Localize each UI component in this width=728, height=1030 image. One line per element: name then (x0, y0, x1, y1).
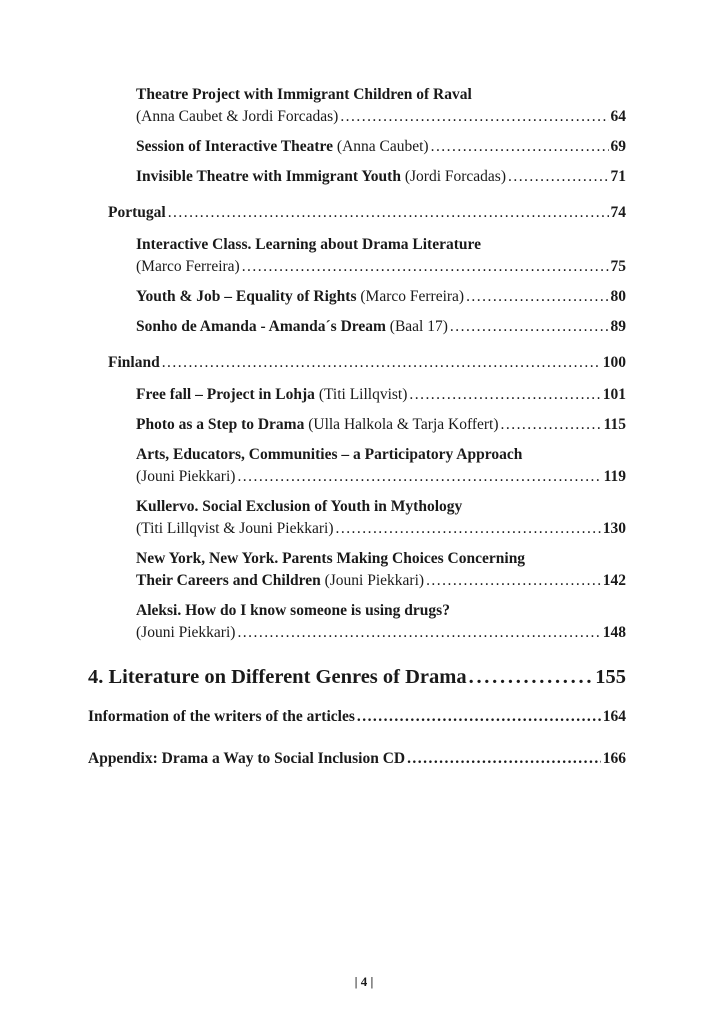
toc-entry-title: Arts, Educators, Communities – a Participatory Approach (136, 446, 523, 463)
toc-entry-title: 4. Literature on Different Genres of Drama (88, 666, 467, 688)
toc-entry[interactable] (88, 316, 626, 338)
toc-writers-info[interactable] (88, 706, 626, 728)
dot-leader (469, 664, 594, 690)
toc-entry-title: Interactive Class. Learning about Drama Literature (136, 236, 481, 253)
toc-entry-page: 74 (610, 204, 626, 221)
toc-chapter-4[interactable] (88, 664, 626, 690)
toc-entry-title: Appendix: Drama a Way to Social Inclusion CD (88, 750, 406, 767)
toc-entry-title-line1: New York, New York. Parents Making Choices Concerning (136, 550, 526, 567)
dot-leader (501, 414, 602, 436)
toc-entry-title: Theatre Project with Immigrant Children of Raval (136, 86, 472, 103)
toc-entry[interactable] (88, 600, 626, 644)
dot-leader (450, 316, 609, 338)
toc-entry-author: (Jouni Piekkari) (136, 468, 236, 485)
toc-entry-author: (Jouni Piekkari) (136, 624, 236, 641)
toc-entry-page: 119 (603, 468, 626, 485)
toc-entry-author: (Marco Ferreira) (360, 288, 465, 305)
toc-entry-page: 80 (610, 288, 626, 305)
dot-leader (407, 748, 601, 770)
toc-entry-page: 130 (602, 520, 626, 537)
toc-entry[interactable] (88, 166, 626, 188)
toc-section-portugal[interactable] (88, 202, 626, 224)
toc-entry-author: (Anna Caubet & Jordi Forcadas) (136, 108, 339, 125)
toc-entry[interactable] (88, 136, 626, 158)
toc-entry-title: Portugal (108, 204, 166, 221)
toc-entry-page: 69 (610, 138, 626, 155)
toc-entry-title: Photo as a Step to Drama (136, 416, 305, 433)
toc-entry[interactable] (88, 84, 626, 128)
toc-appendix[interactable] (88, 748, 626, 770)
toc-entry[interactable] (88, 384, 626, 406)
toc-entry[interactable] (88, 548, 626, 592)
dot-leader (162, 352, 601, 374)
toc-entry-title: Aleksi. How do I know someone is using drugs? (136, 602, 450, 619)
toc-entry-title: Sonho de Amanda - Amanda´s Dream (136, 318, 386, 335)
toc-entry-page: 142 (602, 572, 626, 589)
dot-leader (466, 286, 608, 308)
toc-entry-title: Youth & Job – Equality of Rights (136, 288, 357, 305)
dot-leader (409, 384, 600, 406)
toc-entry-author: (Marco Ferreira) (136, 258, 240, 275)
dot-leader (237, 466, 601, 488)
toc-entry-page: 100 (602, 354, 626, 371)
toc-entry-author: (Anna Caubet) (336, 138, 429, 155)
toc-entry[interactable] (88, 496, 626, 540)
toc-entry[interactable] (88, 286, 626, 308)
table-of-contents (88, 84, 626, 790)
toc-entry-author: (Jouni Piekkari) (324, 572, 425, 589)
toc-entry-title: Free fall – Project in Lohja (136, 386, 315, 403)
toc-entry-title: Session of Interactive Theatre (136, 138, 334, 155)
toc-entry-title-line2: Their Careers and Children (136, 572, 321, 589)
page-number: | 4 | (354, 974, 374, 989)
dot-leader (357, 706, 601, 728)
toc-entry-page: 148 (602, 624, 626, 641)
toc-entry-title: Kullervo. Social Exclusion of Youth in Mythology (136, 498, 463, 515)
toc-entry-title: Invisible Theatre with Immigrant Youth (136, 168, 401, 185)
toc-entry-page: 155 (595, 666, 626, 688)
toc-entry[interactable] (88, 234, 626, 278)
toc-entry-author: (Ulla Halkola & Tarja Koffert) (308, 416, 499, 433)
dot-leader (431, 136, 609, 158)
toc-entry-page: 115 (603, 416, 626, 433)
dot-leader (237, 622, 600, 644)
dot-leader (168, 202, 609, 224)
toc-entry-page: 101 (602, 386, 626, 403)
toc-entry-author: (Baal 17) (389, 318, 448, 335)
toc-entry[interactable] (88, 414, 626, 436)
toc-entry-author: (Titi Lillqvist) (318, 386, 408, 403)
dot-leader (508, 166, 609, 188)
toc-section-finland[interactable] (88, 352, 626, 374)
toc-entry-author: (Jordi Forcadas) (404, 168, 506, 185)
toc-entry-author: (Titi Lillqvist & Jouni Piekkari) (136, 520, 334, 537)
dot-leader (242, 256, 609, 278)
toc-entry-page: 64 (610, 108, 626, 125)
toc-entry-page: 166 (602, 750, 626, 767)
toc-entry-page: 75 (610, 258, 626, 275)
dot-leader (340, 106, 608, 128)
toc-entry-title: Finland (108, 354, 160, 371)
toc-entry-page: 71 (610, 168, 626, 185)
toc-entry-page: 164 (602, 708, 626, 725)
toc-entry-page: 89 (610, 318, 626, 335)
toc-entry[interactable] (88, 444, 626, 488)
dot-leader (426, 570, 601, 592)
toc-entry-title: Information of the writers of the articles (88, 708, 355, 725)
dot-leader (336, 518, 601, 540)
